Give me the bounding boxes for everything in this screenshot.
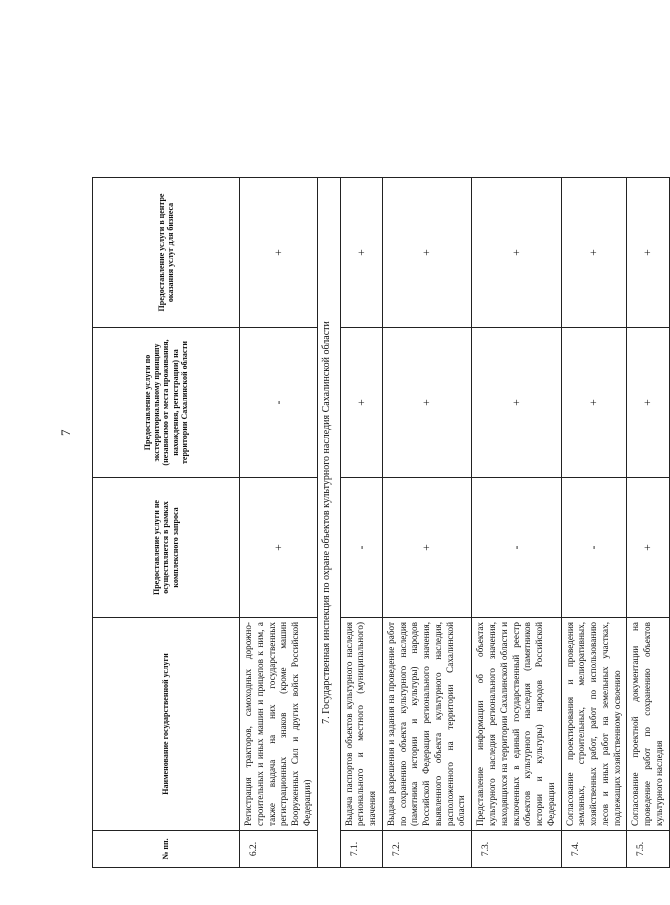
complex-mark: + xyxy=(627,478,669,618)
extraterritorial-mark: + xyxy=(382,328,471,478)
section-row xyxy=(317,28,340,868)
business-mark: + xyxy=(340,178,382,328)
complex-mark: - xyxy=(561,478,627,618)
page-number: 7 xyxy=(58,429,73,436)
table-header-row xyxy=(93,28,240,868)
business-mark: + xyxy=(627,178,669,328)
section-title: 7. Государственная инспекция по охране объектов культурного наследия Сахалинской области xyxy=(317,178,340,868)
table-row xyxy=(561,28,627,868)
business-mark: + xyxy=(561,178,627,328)
service-name: Выдача паспортов объектов культурного наследия регионального и местного (муниципального) значения xyxy=(340,618,382,831)
table-row xyxy=(340,28,382,868)
extraterritorial-mark: + xyxy=(561,328,627,478)
complex-mark: - xyxy=(472,478,561,618)
header-extraterritorial: Предоставление услуги по экстерриториальному принципу (независимо от места проживания, нахождения, регистрации) на территории Сахалинской области xyxy=(93,328,240,478)
service-name: Согласование проектирования и проведения земляных, строительных, мелиоративных, хозяйственных работ, работ по использованию лесов и иных работ на земельных участках, подлежащих хозяйственному освоению xyxy=(561,618,627,831)
header-business: Предоставление услуги в центре оказания услуг для бизнеса xyxy=(93,178,240,328)
services-table xyxy=(92,27,670,868)
header-num: № пп. xyxy=(93,831,240,868)
service-name: Представление информации об объектах культурного наследия регионального значения, находящихся на территории Сахалинской области и включенных в единый государственный реестр объектов культурного наследия (памятников истории и культуры) народов Российской Федерации xyxy=(472,618,561,831)
extraterritorial-mark: + xyxy=(340,328,382,478)
extraterritorial-mark: + xyxy=(627,328,669,478)
services-table-container xyxy=(92,28,664,868)
row-number: 6.2. xyxy=(240,831,318,868)
service-name: Согласование проектной документации на проведение работ по сохранению объектов культурного наследия xyxy=(627,618,669,831)
table-row xyxy=(472,28,561,868)
business-mark: + xyxy=(472,178,561,328)
complex-mark: + xyxy=(240,478,318,618)
row-number: 7.1. xyxy=(340,831,382,868)
header-name: Наименование государственной услуги xyxy=(93,618,240,831)
service-name: Регистрация тракторов, самоходных дорожно-строительных и иных машин и прицепов к ним, а также выдача на них государственных регистрационных знаков (кроме машин Вооруженных Сил и других войск Российской Федерации) xyxy=(240,618,318,831)
table-row xyxy=(627,28,669,868)
complex-mark: + xyxy=(382,478,471,618)
row-number: 7.5. xyxy=(627,831,669,868)
extraterritorial-mark: - xyxy=(240,328,318,478)
extraterritorial-mark: + xyxy=(472,328,561,478)
service-name: Выдача разрешения и задания на проведение работ по сохранению объекта культурного наследия (памятника истории и культуры) народов Российской Федерации регионального значения, выявленного объекта культурного наследия, расположенного на территории Сахалинской области xyxy=(382,618,471,831)
table-row xyxy=(240,28,318,868)
row-number: 7.4. xyxy=(561,831,627,868)
business-mark: + xyxy=(240,178,318,328)
header-complex: Предоставление услуги не осуществляется в рамках комплексного запроса xyxy=(93,478,240,618)
table-row xyxy=(382,28,471,868)
row-number: 7.2. xyxy=(382,831,471,868)
row-number: 7.3. xyxy=(472,831,561,868)
complex-mark: - xyxy=(340,478,382,618)
business-mark: + xyxy=(382,178,471,328)
